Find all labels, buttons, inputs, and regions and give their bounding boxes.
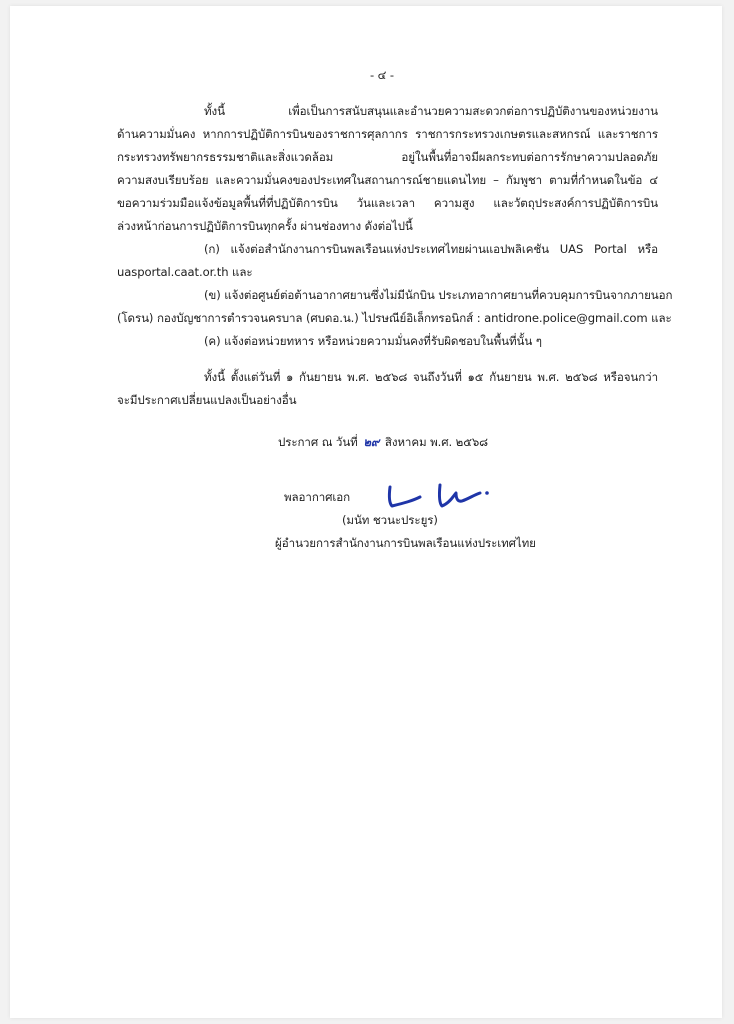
announcement-prefix: ประกาศ ณ วันที่ — [278, 435, 358, 449]
announcement-suffix: สิงหาคม พ.ศ. ๒๕๖๘ — [384, 435, 488, 449]
paragraph-1-line-2: ด้านความมั่นคง หากการปฏิบัติการบินของราชการศุลกากร ราชการกระทรวงเกษตรและสหกรณ์ และราชการ — [117, 127, 658, 141]
signature-rank: พลอากาศเอก — [284, 490, 351, 504]
page-number: - ๔ - — [370, 68, 395, 82]
announcement-day: ๒๙ — [363, 435, 380, 449]
paragraph-2-line-1: ทั้งนี้ ตั้งแต่วันที่ ๑ กันยายน พ.ศ. ๒๕๖๘ จนถึงวันที่ ๑๕ กันยายน พ.ศ. ๒๕๖๘ หรือจนกว่า — [204, 370, 658, 384]
item-c-line-1: (ค) แจ้งต่อหน่วยทหาร หรือหน่วยความมั่นคงที่รับผิดชอบในพื้นที่นั้น ๆ — [204, 334, 542, 348]
paragraph-1-line-1: ทั้งนี้ เพื่อเป็นการสนับสนุนและอำนวยความสะดวกต่อการปฏิบัติงานของหน่วยงาน — [204, 104, 658, 118]
announcement-date — [278, 434, 488, 450]
document-page — [10, 6, 722, 1018]
paragraph-1-line-3: กระทรวงทรัพยากรธรรมชาติและสิ่งแวดล้อม อยู่ในพื้นที่อาจมีผลกระทบต่อการรักษาความปลอดภัย — [117, 150, 658, 164]
paragraph-2-line-2: จะมีประกาศเปลี่ยนแปลงเป็นอย่างอื่น — [117, 393, 297, 407]
item-b-line-2: (โดรน) กองบัญชาการตำรวจนครบาล (ศบดอ.น.) ไปรษณีย์อิเล็กทรอนิกส์ : antidrone.police@gmail.com และ — [117, 311, 672, 325]
paragraph-1-line-5: ขอความร่วมมือแจ้งข้อมูลพื้นที่ที่ปฏิบัติการบิน วันและเวลา ความสูง และวัตถุประสงค์การปฏิบัติการบิน — [117, 196, 658, 210]
item-b-line-1: (ข) แจ้งต่อศูนย์ต่อต้านอากาศยานซึ่งไม่มีนักบิน ประเภทอากาศยานที่ควบคุมการบินจากภายนอก — [204, 288, 673, 302]
paragraph-1-line-6: ล่วงหน้าก่อนการปฏิบัติการบินทุกครั้ง ผ่านช่องทาง ดังต่อไปนี้ — [117, 219, 413, 233]
signatory-name: (มนัท ชวนะประยูร) — [342, 513, 438, 527]
signatory-position: ผู้อำนวยการสำนักงานการบินพลเรือนแห่งประเทศไทย — [275, 536, 536, 550]
item-a-line-1: (ก) แจ้งต่อสำนักงานการบินพลเรือนแห่งประเทศไทยผ่านแอปพลิเคชัน UAS Portal หรือ — [204, 242, 658, 256]
item-a-line-2: uasportal.caat.or.th และ — [117, 265, 253, 279]
paragraph-1-line-4: ความสงบเรียบร้อย และความมั่นคงของประเทศในสถานการณ์ชายแดนไทย – กัมพูชา ตามที่กำหนดในข้อ ๔ — [117, 173, 658, 187]
